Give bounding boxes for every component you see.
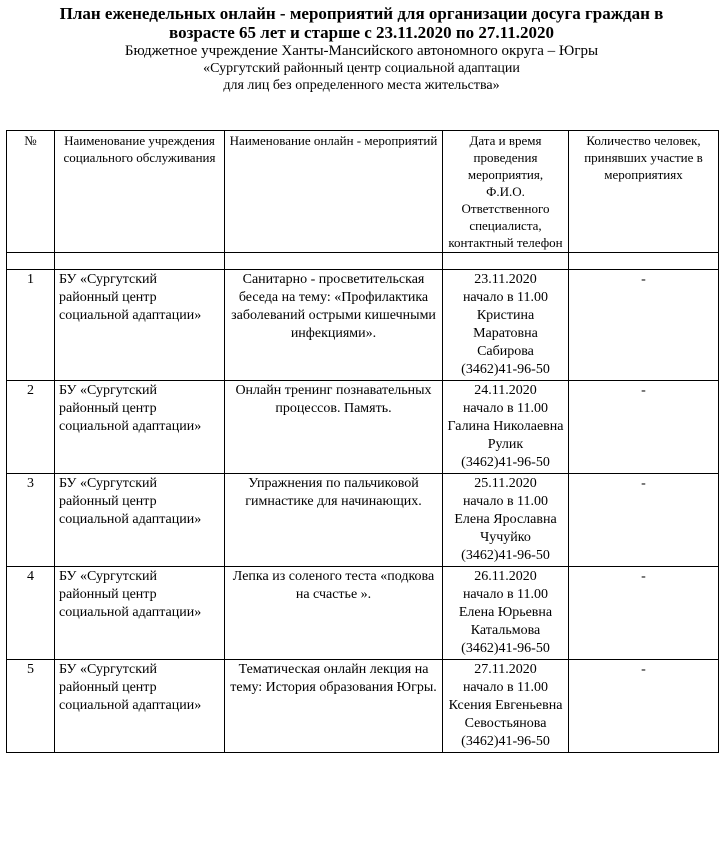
event-time: начало в 11.00 — [462, 680, 549, 695]
participant-count: - — [569, 270, 719, 381]
responsible-person: Елена Ярославна Чучуйко — [454, 512, 557, 545]
table-row — [7, 660, 719, 753]
date-responsible-cell — [443, 474, 569, 567]
contact-phone: (3462)41-96-50 — [461, 548, 550, 563]
event-date: 23.11.2020 — [474, 272, 537, 287]
event-time: начало в 11.00 — [462, 401, 549, 416]
contact-phone: (3462)41-96-50 — [461, 455, 550, 470]
table-row — [7, 270, 719, 381]
blank-row — [7, 253, 719, 270]
column-header-organization: Наименование учреждения социального обслуживания — [55, 131, 225, 253]
event-name: Санитарно - просветительская беседа на тему: «Профилактика заболеваний острыми кишечными инфекциями». — [225, 270, 443, 381]
event-name: Онлайн тренинг познавательных процессов. Память. — [225, 381, 443, 474]
blank-cell — [443, 253, 569, 270]
organization-line-3: для лиц без определенного места жительства» — [223, 78, 500, 93]
responsible-person: Елена Юрьевна Катальмова — [458, 605, 553, 638]
organization-name: БУ «Сургутский районный центр социальной адаптации» — [55, 474, 225, 567]
column-header-date-responsible: Дата и время проведения мероприятия, Ф.И.О. Ответственного специалиста, контактный телефон — [443, 131, 569, 253]
organization-line-1: Бюджетное учреждение Ханты-Мансийского автономного округа – Югры — [124, 43, 599, 59]
column-header-event: Наименование онлайн - мероприятий — [225, 131, 443, 253]
contact-phone: (3462)41-96-50 — [461, 362, 550, 377]
organization-name: БУ «Сургутский районный центр социальной адаптации» — [55, 381, 225, 474]
contact-phone: (3462)41-96-50 — [461, 734, 550, 749]
date-responsible-cell — [443, 270, 569, 381]
row-number: 5 — [7, 660, 55, 753]
participant-count: - — [569, 381, 719, 474]
document-title — [0, 4, 723, 42]
blank-cell — [55, 253, 225, 270]
table-row — [7, 381, 719, 474]
date-responsible-cell — [443, 660, 569, 753]
row-number: 3 — [7, 474, 55, 567]
table-row — [7, 474, 719, 567]
events-table — [6, 130, 719, 753]
document-header — [0, 4, 723, 94]
title-line-2: возрасте 65 лет и старше с 23.11.2020 по 27.11.2020 — [169, 23, 554, 42]
responsible-person: Кристина Маратовна Сабирова — [473, 308, 538, 359]
organization-line-2: «Сургутский районный центр социальной адаптации — [203, 61, 520, 76]
contact-phone: (3462)41-96-50 — [461, 641, 550, 656]
participant-count: - — [569, 567, 719, 660]
blank-cell — [225, 253, 443, 270]
event-date: 27.11.2020 — [474, 662, 537, 677]
row-number: 1 — [7, 270, 55, 381]
event-name: Лепка из соленого теста «подкова на счастье ». — [225, 567, 443, 660]
column-header-participant-count: Количество человек, принявших участие в мероприятиях — [569, 131, 719, 253]
event-date: 26.11.2020 — [474, 569, 537, 584]
participant-count: - — [569, 660, 719, 753]
organization-name: БУ «Сургутский районный центр социальной адаптации» — [55, 660, 225, 753]
table-header-row — [7, 131, 719, 253]
participant-count: - — [569, 474, 719, 567]
blank-cell — [7, 253, 55, 270]
event-time: начало в 11.00 — [462, 494, 549, 509]
event-name: Тематическая онлайн лекция на тему: История образования Югры. — [225, 660, 443, 753]
date-responsible-cell — [443, 381, 569, 474]
table-row — [7, 567, 719, 660]
event-time: начало в 11.00 — [462, 290, 549, 305]
event-date: 24.11.2020 — [474, 383, 537, 398]
blank-cell — [569, 253, 719, 270]
organization-name: БУ «Сургутский районный центр социальной адаптации» — [55, 567, 225, 660]
row-number: 4 — [7, 567, 55, 660]
event-date: 25.11.2020 — [474, 476, 537, 491]
responsible-person: Галина Николаевна Рулик — [447, 419, 564, 452]
event-name: Упражнения по пальчиковой гимнастике для начинающих. — [225, 474, 443, 567]
responsible-person: Ксения Евгеньевна Севостьянова — [448, 698, 563, 731]
title-line-1: План еженедельных онлайн - мероприятий для организации досуга граждан в — [59, 4, 664, 23]
date-responsible-cell — [443, 567, 569, 660]
row-number: 2 — [7, 381, 55, 474]
event-time: начало в 11.00 — [462, 587, 549, 602]
organization-name: БУ «Сургутский районный центр социальной адаптации» — [55, 270, 225, 381]
column-header-number: № — [7, 131, 55, 253]
